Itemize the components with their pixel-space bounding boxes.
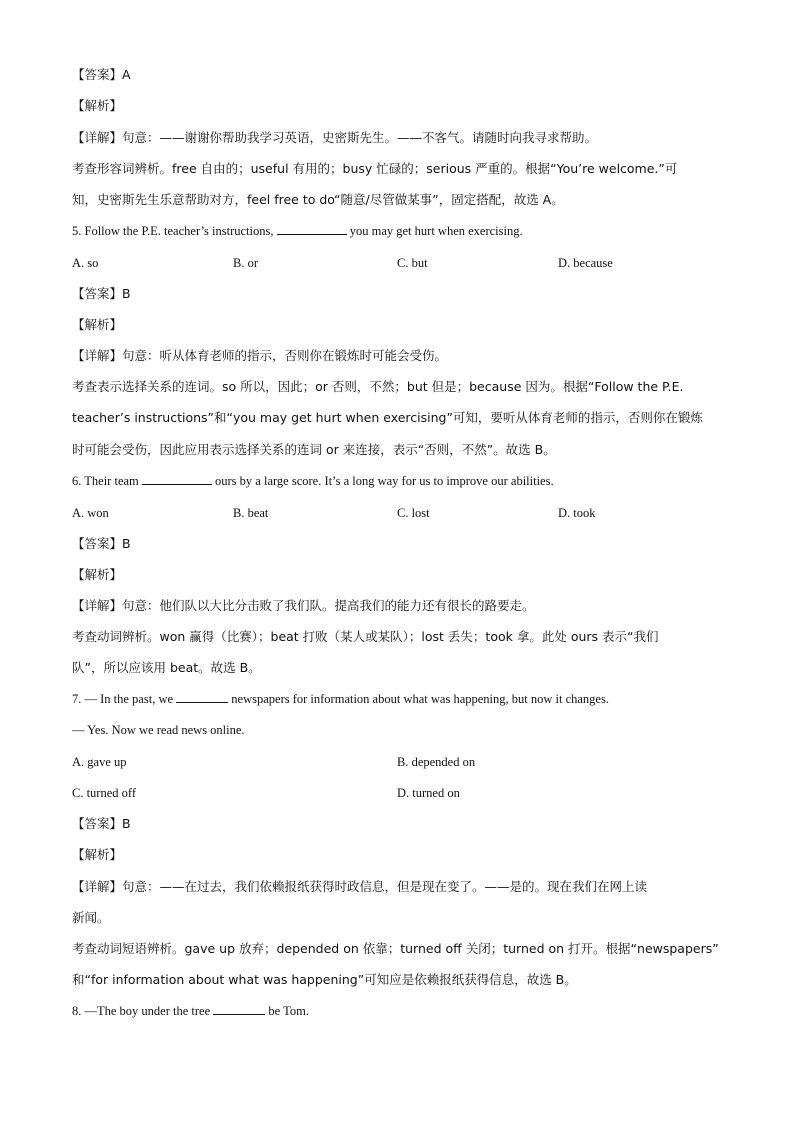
explanation-text: teacher’s instructions”和“you may get hurt when exercising”可知，要听从体育老师的指示，否则你在锻炼 — [72, 410, 703, 425]
analysis-label: 【解析】 — [72, 847, 123, 862]
answer-blank — [176, 690, 228, 703]
answer-label: 【答案】B — [72, 816, 131, 831]
detail-text: 【详解】句意：——在过去，我们依赖报纸获得时政信息，但是现在变了。——是的。现在我们在网上读 — [72, 879, 648, 894]
question-stem — [72, 1001, 724, 1021]
option-a: A. gave up — [72, 755, 127, 769]
question-stem — [72, 689, 724, 709]
explanation-text: 知，史密斯先生乐意帮助对方，feel free to do“随意/尽管做某事”，固定搭配，故选 A。 — [72, 192, 564, 207]
answer-blank — [213, 1002, 265, 1015]
detail-text: 新闻。 — [72, 910, 110, 925]
answer-label: 【答案】B — [72, 286, 131, 301]
explanation-text: 时可能会受伤，因此应用表示选择关系的连词 or 来连接，表示“否则，不然”。故选 B。 — [72, 442, 556, 457]
dialogue-reply: — Yes. Now we read news online. — [72, 723, 245, 737]
option-a: A. so — [72, 256, 99, 270]
explanation-text: 和“for information about what was happening”可知应是依赖报纸获得信息，故选 B。 — [72, 972, 577, 987]
stem-text: you may get hurt when exercising. — [349, 224, 523, 238]
analysis-label: 【解析】 — [72, 317, 123, 332]
answer-blank — [142, 472, 212, 485]
detail-text: 【详解】句意：——谢谢你帮助我学习英语，史密斯先生。——不客气。请随时向我寻求帮助。 — [72, 130, 598, 145]
question-stem — [72, 221, 724, 241]
stem-text: 6. Their team — [72, 474, 139, 488]
stem-text: 8. —The boy under the tree — [72, 1004, 211, 1018]
answer-label: 【答案】B — [72, 536, 131, 551]
option-d: D. took — [558, 506, 596, 520]
option-a: A. won — [72, 506, 109, 520]
stem-text: 7. — In the past, we — [72, 692, 174, 706]
option-c: C. but — [397, 256, 428, 270]
explanation-text: 队”，所以应该用 beat。故选 B。 — [72, 660, 261, 675]
detail-text: 【详解】句意：他们队以大比分击败了我们队。提高我们的能力还有很长的路要走。 — [72, 598, 535, 613]
explanation-text: 考查动词短语辨析。gave up 放弃；depended on 依靠；turned off 关闭；turned on 打开。根据“newspapers” — [72, 941, 719, 956]
option-d: D. turned on — [397, 786, 460, 800]
explanation-text: 考查形容词辨析。free 自由的；useful 有用的；busy 忙碌的；serious 严重的。根据“You’re welcome.”可 — [72, 161, 678, 176]
answer-blank — [277, 222, 347, 235]
option-b: B. or — [233, 256, 258, 270]
explanation-text: 考查动词辨析。won 赢得（比赛）；beat 打败（某人或某队）；lost 丢失；took 拿。此处 ours 表示“我们 — [72, 629, 659, 644]
detail-text: 【详解】句意：听从体育老师的指示，否则你在锻炼时可能会受伤。 — [72, 348, 448, 363]
question-stem — [72, 471, 724, 491]
answer-label: 【答案】A — [72, 67, 131, 82]
stem-text: be Tom. — [268, 1004, 309, 1018]
option-b: B. depended on — [397, 755, 476, 769]
stem-text: ours by a large score. It’s a long way for us to improve our abilities. — [215, 474, 554, 488]
stem-text: 5. Follow the P.E. teacher’s instructions, — [72, 224, 274, 238]
option-d: D. because — [558, 256, 613, 270]
option-c: C. lost — [397, 506, 430, 520]
stem-text: newspapers for information about what was happening, but now it changes. — [231, 692, 609, 706]
analysis-label: 【解析】 — [72, 567, 123, 582]
option-b: B. beat — [233, 506, 269, 520]
explanation-text: 考查表示选择关系的连词。so 所以，因此；or 否则，不然；but 但是；because 因为。根据“Follow the P.E. — [72, 379, 684, 394]
analysis-label: 【解析】 — [72, 98, 123, 113]
option-c: C. turned off — [72, 786, 136, 800]
